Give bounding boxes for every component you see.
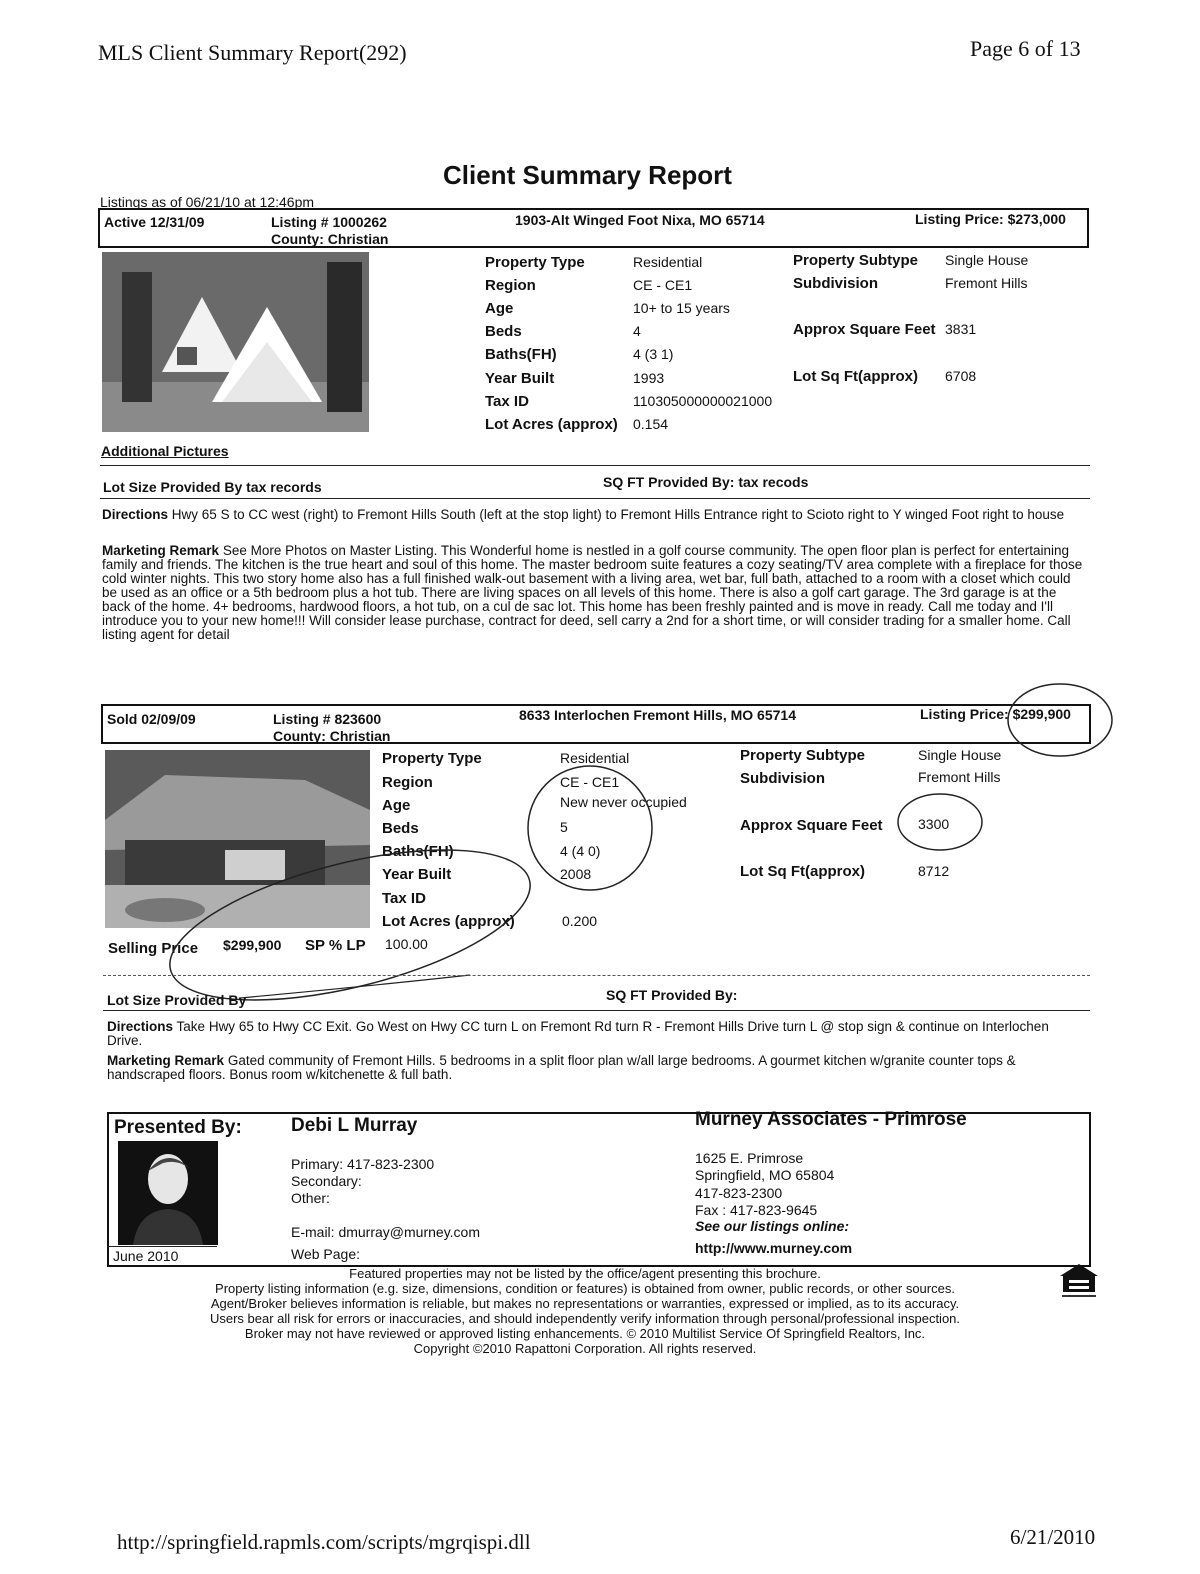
l2-year-built-label: Year Built [382,866,452,883]
l1-sqft: 3831 [945,321,977,337]
browser-print-title: MLS Client Summary Report(292) [98,40,407,65]
l2-lot-size-provided: Lot Size Provided By [107,992,247,1008]
agent-webpage: Web Page: [291,1246,361,1262]
l2-baths: 4 (4 0) [560,843,601,859]
l2-beds: 5 [560,819,568,835]
footer-url[interactable]: http://springfield.rapmls.com/scripts/mgrqispi.dll [117,1530,531,1554]
directions-text: Take Hwy 65 to Hwy CC Exit. Go West on Hwy CC turn L on Fremont Rd turn R - Fremont Hills Drive turn L @ stop sign & continue on Interlochen Drive. [107,1019,1049,1048]
l1-lot-size-provided: Lot Size Provided By tax records [103,479,322,495]
l2-lot-sqft: 8712 [918,863,950,879]
l1-year-built: 1993 [633,370,665,386]
see-listings-online: See our listings online: [695,1218,850,1234]
directions-text: Hwy 65 S to CC west (right) to Fremont Hills South (left at the stop light) to Fremont Hills Entrance right to Scioto right to Y winged Foot right to house [171,507,1065,522]
l1-tax-id: 110305000000021000 [633,393,773,409]
l1-property-type: Residential [633,254,703,270]
l2-lot-sqft-label: Lot Sq Ft(approx) [740,863,865,880]
footer-date: 6/21/2010 [1010,1525,1096,1549]
l1-subtype: Single House [945,252,1029,268]
l2-year-built: 2008 [560,866,592,882]
l2-lot-acres: 0.200 [562,913,598,929]
l2-subtype-label: Property Subtype [740,747,866,764]
listing2-county: County: Christian [273,728,391,744]
company-name: Murney Associates - Primrose [695,1109,967,1130]
l2-lot-acres-label: Lot Acres (approx) [382,913,515,930]
agent-primary: Primary: 417-823-2300 [291,1156,435,1172]
divider [103,975,1090,976]
l2-tax-id-label: Tax ID [382,890,426,907]
agent-secondary: Secondary: [291,1173,362,1189]
disclaimer-line: Copyright ©2010 Rapattoni Corporation. All rights reserved. [413,1341,757,1356]
remark-text: See More Photos on Master Listing. This Wonderful home is nestled in a golf course community. The open floor plan is perfect for entertaining family and friends. The kitchen is the true heart and soul of this home. The master bedroom suite features a cozy seating/TV area complete with a fireplace for those cold winter nights. This two story home also has a full finished walk-out basement with a living area, wet bar, full bath, attached to a room with a closet which could be used as an office or a 5th bedroom plus a hot tub. There are living spaces on all levels of this home. There is also a golf cart garage. The 3rd garage is at the back of the home. 4+ bedrooms, hardwood floors, a hot tub, on a cul de sac lot. This home has been freshly painted and is move in ready. Call me today and I'll introduce you to your new home!!! Will consider lease purchase, contract for deed, sell carry a 2nd for a short time, or will consider trading for a smaller home. Call listing agent for detail [102,543,1083,642]
page-number: Page 6 of 13 [970,36,1081,61]
l1-region: CE - CE1 [633,277,693,293]
disclaimer-line: Property listing information (e.g. size, dimensions, condition or features) is obtained from owner, public records, or other sources. [215,1281,955,1296]
l2-sp-lp-label: SP % LP [305,937,366,954]
listing1-price: Listing Price: $273,000 [915,211,1066,227]
equal-housing-icon [1058,1262,1100,1302]
l1-baths-label: Baths(FH) [485,346,557,363]
company-fax: Fax : 417-823-9645 [695,1202,818,1218]
l1-property-type-label: Property Type [485,254,585,271]
l2-property-type-label: Property Type [382,750,482,767]
l2-subdivision-label: Subdivision [740,770,826,787]
directions-label: Directions [107,1019,174,1034]
l1-baths: 4 (3 1) [633,346,674,362]
l2-region: CE - CE1 [560,774,620,790]
l2-age: New never occupied [560,794,687,810]
listing1-county: County: Christian [271,231,389,247]
l2-subdivision: Fremont Hills [918,769,1001,785]
remark-label: Marketing Remark [107,1053,225,1068]
agent-photo [118,1141,218,1245]
agent-email[interactable]: E-mail: dmurray@murney.com [291,1224,480,1240]
disclaimer-line: Users bear all risk for errors or inaccuracies, and should independently verify information through personal/professional inspection. [209,1311,961,1326]
listing2-price: Listing Price: $299,900 [920,706,1071,722]
l1-lot-sqft: 6708 [945,368,977,384]
l2-beds-label: Beds [382,820,419,837]
l2-subtype: Single House [918,747,1002,763]
l1-sqft-provided: SQ FT Provided By: tax recods [603,474,809,490]
disclaimer-line: Agent/Broker believes information is reliable, but makes no representations or warranties, expressed or implied, as to its accuracy. [210,1296,960,1311]
listings-as-of: Listings as of 06/21/10 at 12:46pm [100,194,315,210]
listing2-address: 8633 Interlochen Fremont Hills, MO 65714 [519,707,796,723]
listing1-number: Listing # 1000262 [271,214,387,230]
l1-lot-acres: 0.154 [633,416,669,432]
l1-beds: 4 [633,323,641,339]
agent-name: Debi L Murray [291,1115,418,1136]
l2-sqft-provided: SQ FT Provided By: [606,987,738,1003]
l1-sqft-label: Approx Square Feet [793,321,936,338]
listing1-address: 1903-Alt Winged Foot Nixa, MO 65714 [515,212,765,228]
l2-age-label: Age [382,797,411,814]
l2-sp-lp: 100.00 [385,936,428,952]
l1-lot-sqft-label: Lot Sq Ft(approx) [793,368,918,385]
company-phone: 417-823-2300 [695,1185,783,1201]
l1-lot-acres-label: Lot Acres (approx) [485,416,618,433]
l2-selling-price-label: Selling Price [108,940,199,957]
disclaimer-line: Broker may not have reviewed or approved listing enhancements. © 2010 Multilist Service Of Springfield Realtors, Inc. [244,1326,926,1341]
l1-subtype-label: Property Subtype [793,252,919,269]
disclaimer-line: Featured properties may not be listed by the office/agent presenting this brochure. [349,1266,821,1281]
disclaimer [120,1266,1050,1356]
agent-other: Other: [291,1190,330,1206]
directions-label: Directions [102,507,169,522]
l1-region-label: Region [485,277,536,294]
l1-subdivision-label: Subdivision [793,275,879,292]
l2-property-type: Residential [560,750,630,766]
additional-pictures-link[interactable]: Additional Pictures [101,443,229,459]
l1-beds-label: Beds [485,323,522,340]
l1-age-label: Age [485,300,514,317]
l1-subdivision: Fremont Hills [945,275,1028,291]
listing2-number: Listing # 823600 [273,711,382,727]
divider [107,1246,217,1247]
remark-text: Gated community of Fremont Hills. 5 bedrooms in a split floor plan w/all large bedrooms. A gourmet kitchen w/granite counter tops & handscraped floors. Bonus room w/kitchenette & full bath. [107,1053,1016,1082]
listing1-status: Active 12/31/09 [104,214,205,230]
l1-tax-id-label: Tax ID [485,393,529,410]
agent-box [107,1112,1091,1267]
l2-directions [107,1020,1082,1048]
l2-region-label: Region [382,774,433,791]
l2-sqft: 3300 [918,816,950,832]
presented-by: Presented By: [114,1117,242,1138]
agent-date: June 2010 [113,1248,179,1264]
l1-year-built-label: Year Built [485,370,555,387]
company-address-1: 1625 E. Primrose [695,1150,804,1166]
listing2-status: Sold 02/09/09 [107,711,196,727]
divider [103,1010,1090,1011]
l2-baths-label: Baths(FH) [382,843,454,860]
l1-age: 10+ to 15 years [633,300,730,316]
report-title: Client Summary Report [443,160,732,190]
l2-selling-price: $299,900 [223,937,282,953]
l2-marketing-remark [107,1054,1082,1082]
company-address-2: Springfield, MO 65804 [695,1167,835,1183]
company-url[interactable]: http://www.murney.com [695,1240,853,1256]
remark-label: Marketing Remark [102,543,220,558]
l2-sqft-label: Approx Square Feet [740,817,883,834]
